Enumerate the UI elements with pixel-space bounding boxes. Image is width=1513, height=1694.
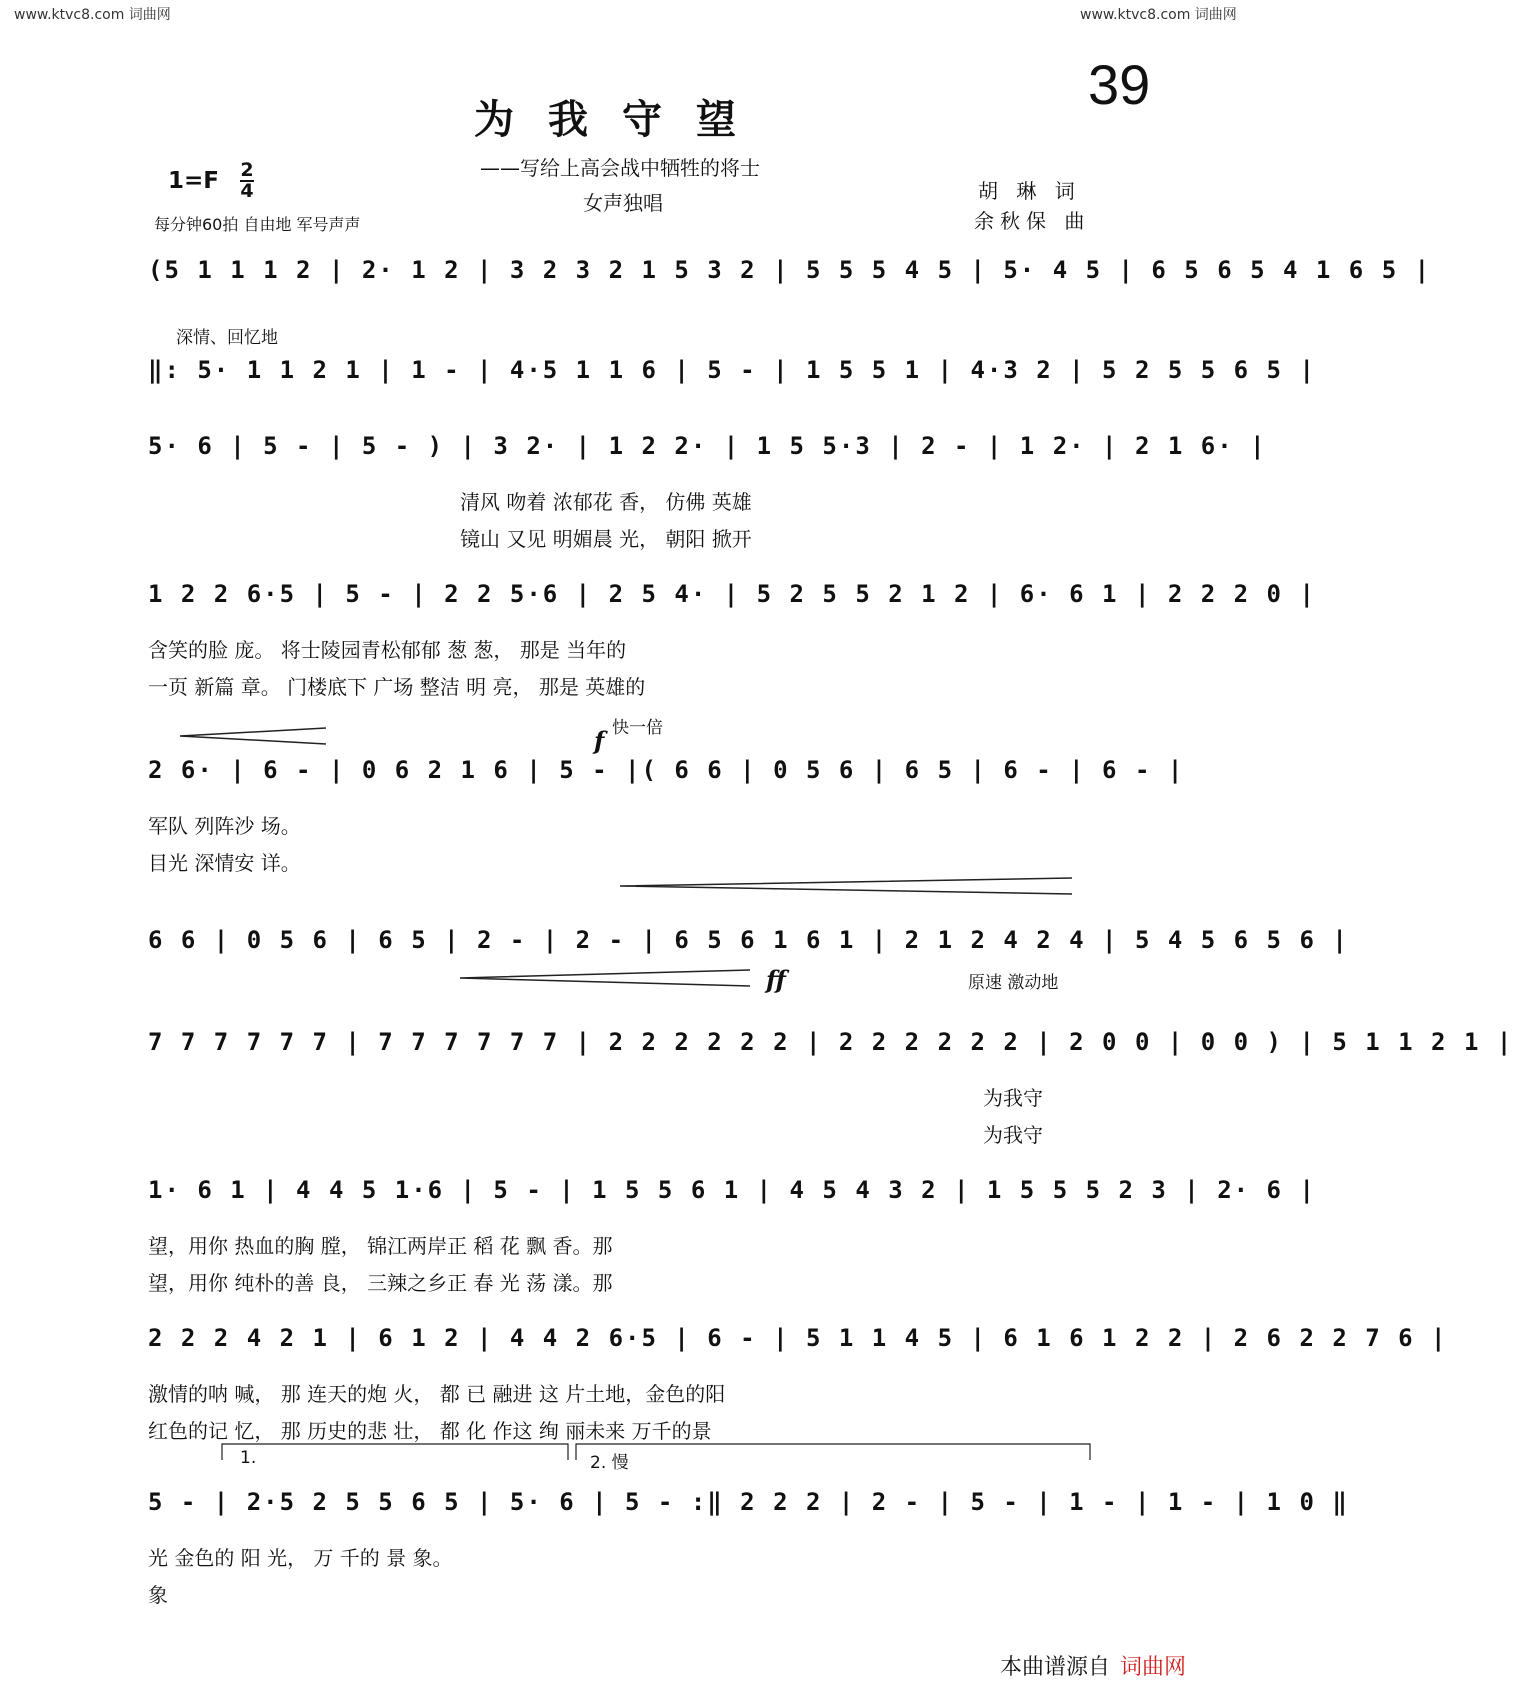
lyric-verse-1: 激情的呐 喊， 那 连天的炮 火， 都 已 融进 这 片土地，金色的阳 — [148, 1382, 726, 1406]
volta-2: 2. 慢 — [590, 1453, 629, 1473]
notation-line: 5· 6 | 5 - | 5 - ) | 3 2· | 1 2 2· | 1 5 5·3 | 2 - | 1 2· | 2 1 6· | — [148, 432, 1267, 460]
notation-line: 6 6 | 0 5 6 | 6 5 | 2 - | 2 - | 6 5 6 1 6 1 | 2 1 2 4 2 4 | 5 4 5 6 5 6 | — [148, 926, 1349, 954]
music-system-9 — [148, 1324, 1448, 1444]
footer-credit — [1000, 1650, 1186, 1681]
composer-credit: 余秋保 曲 — [974, 209, 1091, 233]
volta-1: 1. — [240, 1448, 257, 1468]
time-signature-top: 2 — [240, 159, 254, 181]
lyric-verse-2: 镜山 又见 明媚晨 光， 朝阳 掀开 — [460, 527, 752, 551]
notation-line: 2 2 2 4 2 1 | 6 1 2 | 4 4 2 6·5 | 6 - | 5 1 1 4 5 | 6 1 6 1 2 2 | 2 6 2 2 7 6 | — [148, 1324, 1448, 1352]
footer-source-label: 本曲谱源自 — [1000, 1655, 1111, 1680]
music-system-8 — [148, 1176, 1316, 1296]
notation-line: 1 2 2 6·5 | 5 - | 2 2 5·6 | 2 5 4· | 5 2 5 5 2 1 2 | 6· 6 1 | 2 2 2 0 | — [148, 580, 1316, 608]
header-url-left[interactable]: www.ktvc8.com 词曲网 — [14, 7, 171, 23]
music-system-3 — [148, 432, 1267, 552]
music-system-6 — [148, 926, 1349, 954]
lyric-verse-2: 红色的记 忆， 那 历史的悲 壮， 都 化 作这 绚 丽未来 万千的景 — [148, 1419, 712, 1443]
lyric-verse-2: 目光 深情安 详。 — [148, 851, 301, 875]
page-number: 39 — [1088, 53, 1151, 116]
lyric-verse-1: 光 金色的 阳 光， 万 千的 景 象。 — [148, 1546, 453, 1570]
notation-line: 5 - | 2·5 2 5 5 6 5 | 5· 6 | 5 - :‖ 2 2 2 | 2 - | 5 - | 1 - | 1 - | 1 0 ‖ — [148, 1488, 1349, 1516]
lyric-verse-2: 一页 新篇 章。 门楼底下 广场 整洁 明 亮， 那是 英雄的 — [148, 675, 646, 699]
dynamic-mark: ff — [766, 965, 786, 994]
music-system-7 — [148, 1028, 1513, 1148]
key-signature: 1=F — [168, 168, 219, 194]
expression-mark: 深情、回忆地 — [176, 328, 278, 348]
notation-line: 1· 6 1 | 4 4 5 1·6 | 5 - | 1 5 5 6 1 | 4 5 4 3 2 | 1 5 5 5 2 3 | 2· 6 | — [148, 1176, 1316, 1204]
lyric-verse-2: 象 — [148, 1583, 168, 1607]
dynamic-mark: f — [594, 726, 605, 755]
lyric-verse-2: 为我守 — [983, 1123, 1043, 1147]
music-system-5 — [148, 756, 1185, 876]
song-title: 为我守望 — [474, 96, 770, 143]
header-url-right[interactable]: www.ktvc8.com 词曲网 — [1080, 7, 1237, 23]
music-system-10 — [148, 1488, 1349, 1608]
lyric-verse-1: 望，用你 热血的胸 膛， 锦江两岸正 稻 花 飘 香。那 — [148, 1234, 613, 1258]
notation-line: 7 7 7 7 7 7 | 7 7 7 7 7 7 | 2 2 2 2 2 2 | 2 2 2 2 2 2 | 2 0 0 | 0 0 ) | 5 1 1 2 1 | — [148, 1028, 1513, 1056]
lyric-verse-2: 望，用你 纯朴的善 良， 三辣之乡正 春 光 荡 漾。那 — [148, 1271, 613, 1295]
song-subtitle: ——写给上高会战中牺牲的将士 — [480, 156, 760, 180]
music-system-2 — [148, 356, 1316, 384]
notation-line: (5 1 1 1 2 | 2· 1 2 | 3 2 3 2 1 5 3 2 | 5 5 5 4 5 | 5· 4 5 | 6 5 6 5 4 1 6 5 | — [148, 256, 1432, 284]
expression-mark: 原速 激动地 — [968, 973, 1059, 993]
lyric-verse-1: 军队 列阵沙 场。 — [148, 814, 301, 838]
footer-site-link[interactable]: 词曲网 — [1120, 1655, 1187, 1680]
lyricist-credit: 胡 琳 词 — [978, 179, 1081, 203]
notation-line: 2 6· | 6 - | 0 6 2 1 6 | 5 - |( 6 6 | 0 5 6 | 6 5 | 6 - | 6 - | — [148, 756, 1185, 784]
music-system-4 — [148, 580, 1316, 700]
performer-label: 女声独唱 — [583, 191, 663, 215]
tempo-marking: 每分钟60拍 自由地 军号声声 — [154, 215, 361, 234]
expression-mark: 快一倍 — [612, 718, 663, 738]
lyric-verse-1: 为我守 — [983, 1086, 1043, 1110]
lyric-verse-1: 清风 吻着 浓郁花 香， 仿佛 英雄 — [460, 490, 752, 514]
lyric-verse-1: 含笑的脸 庞。 将士陵园青松郁郁 葱 葱， 那是 当年的 — [148, 638, 627, 662]
time-signature-bottom: 4 — [240, 180, 254, 202]
music-system-1 — [148, 256, 1432, 284]
notation-line: ‖: 5· 1 1 2 1 | 1 - | 4·5 1 1 6 | 5 - | 1 5 5 1 | 4·3 2 | 5 2 5 5 6 5 | — [148, 356, 1316, 384]
